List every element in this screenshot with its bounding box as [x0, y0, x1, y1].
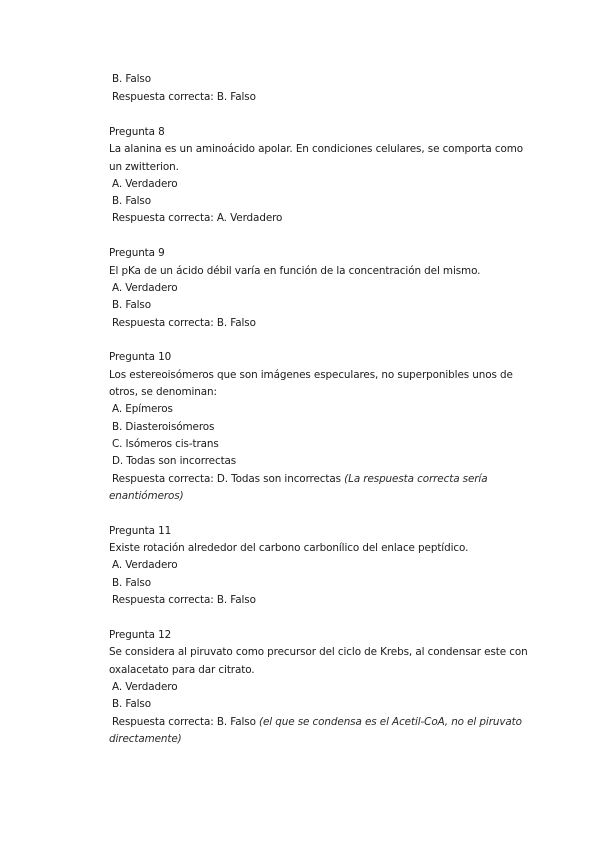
q7-option-b: B. Falso — [112, 73, 151, 85]
q12-text-line2: oxalacetato para dar citrato. — [109, 664, 255, 676]
q8-text-line1: La alanina es un aminoácido apolar. En condiciones celulares, se comporta como — [109, 143, 523, 155]
q8-option-b: B. Falso — [112, 195, 151, 207]
q12-heading: Pregunta 12 — [109, 629, 172, 641]
q8-option-a: A. Verdadero — [112, 178, 178, 190]
q8-answer: Respuesta correcta: A. Verdadero — [112, 212, 283, 224]
q10-answer-line — [112, 471, 532, 488]
q11-text-line1: Existe rotación alrededor del carbono carbonílico del enlace peptídico. — [109, 542, 469, 554]
q9-text-line1: El pKa de un ácido débil varía en función de la concentración del mismo. — [109, 265, 481, 277]
q10-note-line2: enantiómeros) — [109, 490, 184, 502]
q10-note-line1: (La respuesta correcta sería — [344, 473, 488, 485]
q8-heading: Pregunta 8 — [109, 126, 165, 138]
q10-heading: Pregunta 10 — [109, 351, 172, 363]
q10-option-b: B. Diasteroisómeros — [112, 421, 215, 433]
q8-text-line2: un zwitterion. — [109, 161, 179, 173]
q9-option-a: A. Verdadero — [112, 282, 178, 294]
q12-option-b: B. Falso — [112, 698, 151, 710]
q9-option-b: B. Falso — [112, 299, 151, 311]
q12-option-a: A. Verdadero — [112, 681, 178, 693]
q10-option-c: C. Isómeros cis-trans — [112, 438, 219, 450]
q11-answer: Respuesta correcta: B. Falso — [112, 594, 256, 606]
q9-heading: Pregunta 9 — [109, 247, 165, 259]
q11-heading: Pregunta 11 — [109, 525, 172, 537]
q10-option-d: D. Todas son incorrectas — [112, 455, 237, 467]
q11-option-b: B. Falso — [112, 577, 151, 589]
q7-answer: Respuesta correcta: B. Falso — [112, 91, 256, 103]
q12-answer: Respuesta correcta: B. Falso — [112, 716, 256, 728]
q12-answer-line — [112, 714, 532, 731]
q12-note-line1: (el que se condensa es el Acetil-CoA, no el piruvato — [259, 716, 522, 728]
q12-note-line2: directamente) — [109, 733, 182, 745]
q10-answer: Respuesta correcta: D. Todas son incorrectas — [112, 473, 341, 485]
q9-answer: Respuesta correcta: B. Falso — [112, 317, 256, 329]
q11-option-a: A. Verdadero — [112, 559, 178, 571]
q10-text-line2: otros, se denominan: — [109, 386, 217, 398]
q12-text-line1: Se considera al piruvato como precursor del ciclo de Krebs, al condensar este con — [109, 646, 528, 658]
q10-text-line1: Los estereoisómeros que son imágenes especulares, no superponibles unos de — [109, 369, 513, 381]
q10-option-a: A. Epímeros — [112, 403, 173, 415]
